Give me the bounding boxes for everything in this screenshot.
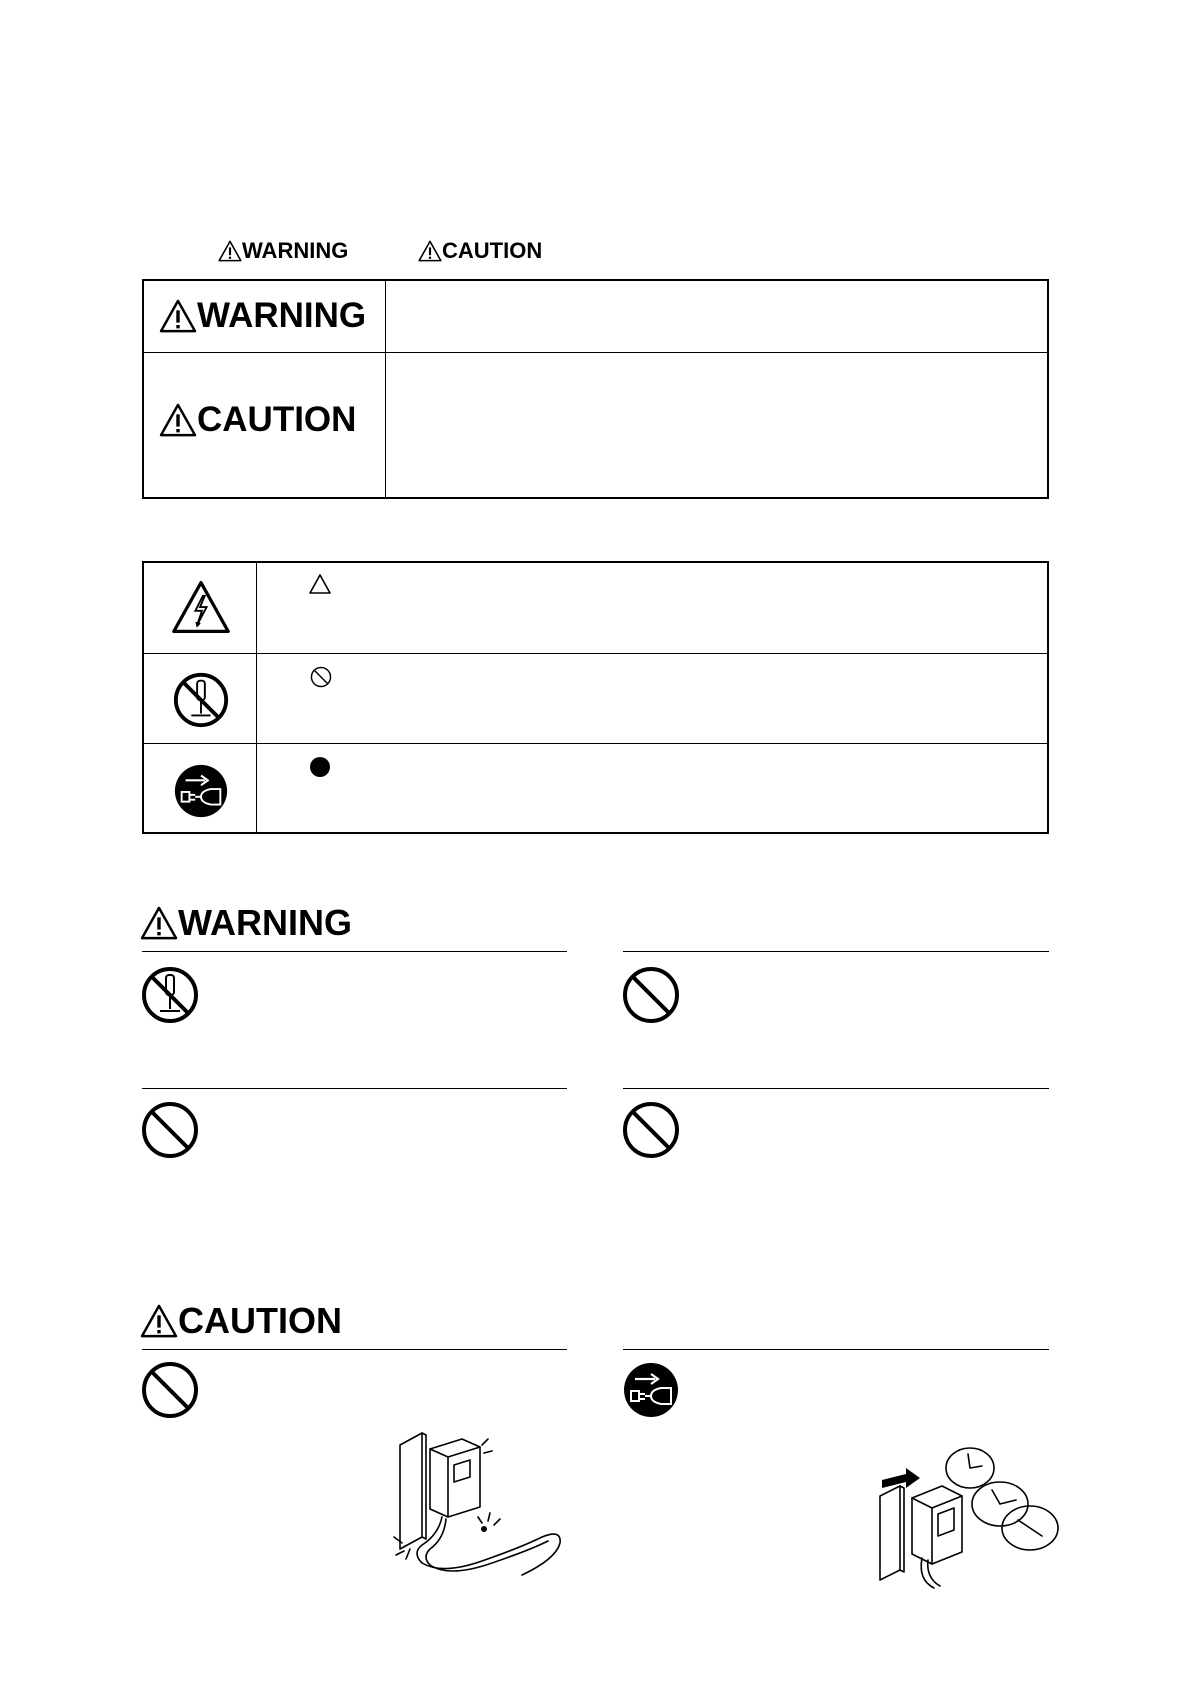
prohibited-icon: [621, 965, 681, 1025]
do-not-disassemble-icon: [140, 965, 200, 1025]
symbol-table-row-divider: [144, 743, 1047, 744]
caution-item: [140, 1360, 200, 1420]
caution-item-rule: [623, 1349, 1049, 1350]
warning-item: [140, 1100, 200, 1160]
warning-item: [621, 1100, 681, 1160]
warning-item-rule: [142, 951, 567, 952]
prohibited-icon: [140, 1360, 200, 1420]
do-not-disassemble-icon: [172, 671, 230, 729]
warning-triangle-icon: [140, 1304, 178, 1338]
unplug-adapter-illustration: [872, 1440, 1062, 1590]
electric-shock-triangle-icon: [171, 579, 231, 635]
warning-triangle-icon: [140, 906, 178, 940]
warning-item: [621, 965, 681, 1025]
level-table-row-divider: [144, 352, 1047, 353]
unplug-icon: [172, 762, 230, 820]
unplug-icon: [621, 1360, 681, 1420]
intro-warning-label: WARNING: [218, 238, 348, 264]
caution-item: [621, 1360, 681, 1420]
warning-triangle-icon: [159, 299, 197, 333]
prohibited-circle-icon: [310, 666, 332, 688]
filled-circle-icon: [309, 756, 331, 778]
warning-item: [140, 965, 200, 1025]
warning-section-heading: WARNING: [140, 902, 352, 944]
symbol-table-row-divider: [144, 653, 1047, 654]
level-row-caution: CAUTION: [159, 400, 356, 440]
caution-item-rule: [142, 1349, 567, 1350]
level-table: [142, 279, 1049, 499]
caution-section-heading: CAUTION: [140, 1300, 342, 1342]
symbol-table-divider: [256, 563, 257, 832]
intro-caution-label: CAUTION: [418, 238, 542, 264]
warning-triangle-icon: [159, 403, 197, 437]
prohibited-icon: [621, 1100, 681, 1160]
warning-item-rule: [623, 951, 1049, 952]
warning-triangle-icon: [218, 240, 242, 262]
warning-triangle-icon: [418, 240, 442, 262]
level-row-warning: WARNING: [159, 296, 366, 336]
level-table-divider: [385, 281, 386, 497]
warning-item-rule: [142, 1088, 567, 1089]
damaged-power-cord-illustration: [382, 1425, 572, 1585]
triangle-outline-icon: [308, 573, 332, 595]
prohibited-icon: [140, 1100, 200, 1160]
warning-item-rule: [623, 1088, 1049, 1089]
symbol-table: [142, 561, 1049, 834]
